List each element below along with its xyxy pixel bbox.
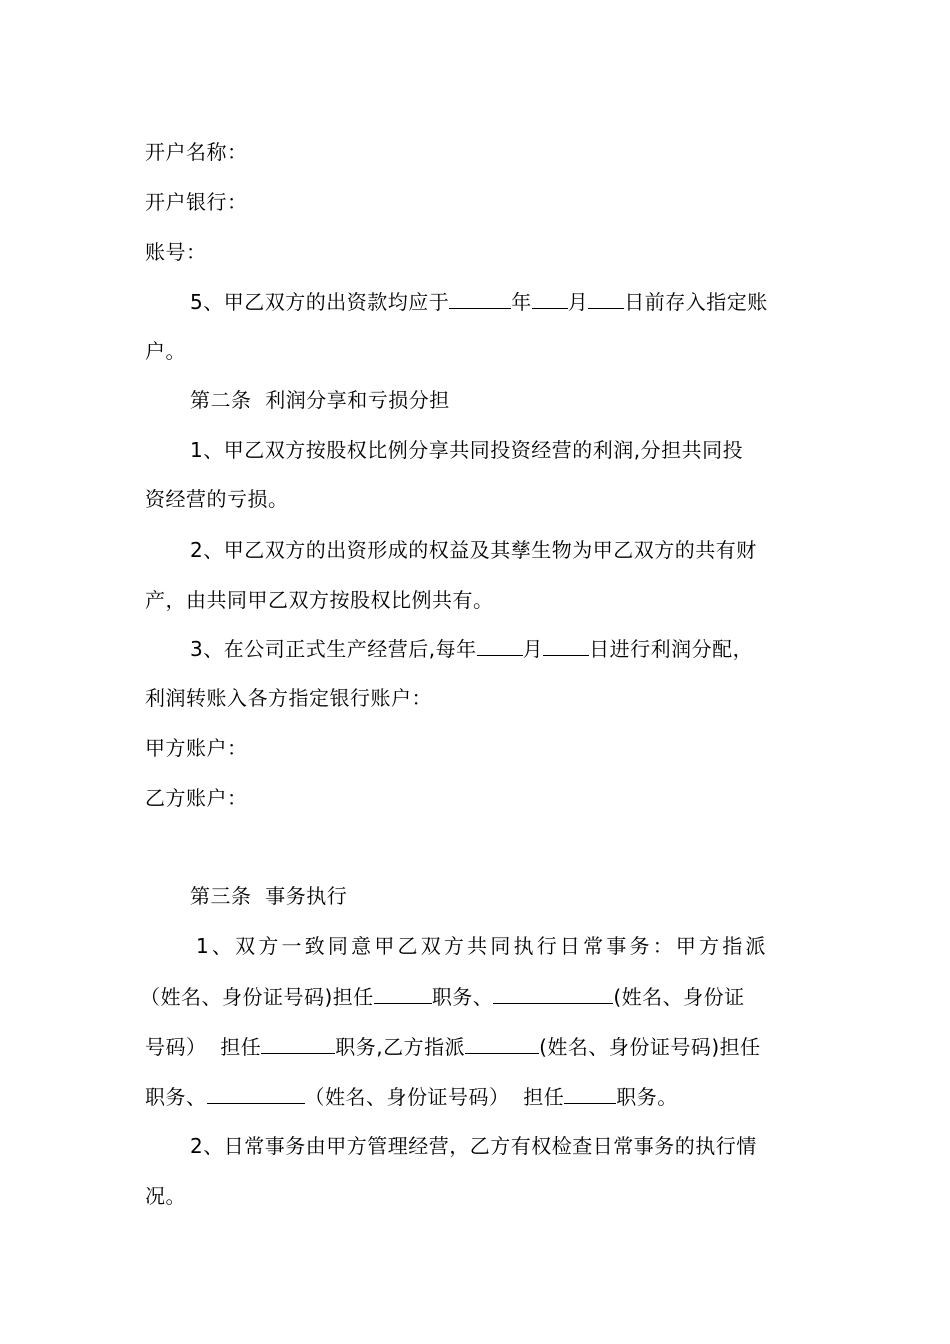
account-number-line: [145, 240, 207, 264]
party-a-position-blank-1: [374, 984, 432, 1004]
art2-clause-3-text-b: 日进行利润分配，: [589, 637, 754, 661]
art3-clause-1-text-d: (姓名、身份证: [613, 985, 745, 1009]
party-a-appointee-blank-2: [493, 984, 613, 1004]
art2-clause-2-text-a: 2、甲乙双方的出资形成的权益及其孳生物为甲乙双方的共有财: [190, 538, 757, 562]
account-name-label: 开户名称：: [145, 140, 248, 164]
art3-clause-2-line-2: [145, 1184, 186, 1208]
party-b-position-blank: [564, 1084, 616, 1104]
party-a-account-line: [145, 736, 248, 760]
art3-clause-1-line-1: [196, 934, 769, 958]
party-b-account-label: 乙方账户：: [145, 786, 248, 810]
art3-clause-1-text-e: 号码） 担任: [145, 1035, 262, 1059]
profit-day-blank: [543, 636, 589, 656]
art3-clause-1-text-a: 1、双方一致同意甲乙双方共同执行日常事务：甲方指派: [196, 934, 769, 958]
clause-5-text-b: 日前存入指定账: [624, 290, 768, 314]
art2-clause-1-line-2: [145, 487, 289, 511]
year-blank: [449, 289, 511, 309]
art2-clause-2-text-b: 产，由共同甲乙双方按股权比例共有。: [145, 588, 494, 612]
art2-clause-1-text-b: 资经营的亏损。: [145, 487, 289, 511]
art3-clause-1-text-i: （姓名、身份证号码） 担任: [304, 1085, 565, 1109]
day-blank: [588, 289, 624, 309]
art2-clause-2-line-2: [145, 588, 494, 612]
clause-5-line-2: [145, 339, 186, 363]
art3-clause-1-line-4: [145, 1084, 678, 1109]
party-a-account-label: 甲方账户：: [145, 736, 248, 760]
month-blank: [532, 289, 568, 309]
art2-clause-3-line-2: [145, 686, 432, 710]
party-b-account-line: [145, 786, 248, 810]
party-b-appointee-blank-1: [465, 1034, 539, 1054]
profit-month-label: 月: [522, 637, 544, 661]
bank-label: 开户银行：: [145, 190, 248, 214]
clause-5-text-a: 5、甲乙双方的出资款均应于: [190, 290, 450, 314]
art3-clause-2-line-1: [190, 1134, 757, 1158]
party-a-position-blank-2: [261, 1034, 335, 1054]
art2-clause-3-text-c: 利润转账入各方指定银行账户：: [145, 686, 432, 710]
article-3-title: 第三条 事务执行: [190, 884, 348, 908]
art2-clause-1-text-a: 1、甲乙双方按股权比例分享共同投资经营的利润,分担共同投: [190, 438, 744, 462]
art2-clause-2-line-1: [190, 538, 757, 562]
month-label: 月: [567, 290, 589, 314]
account-number-label: 账号：: [145, 240, 207, 264]
art2-clause-1-line-1: [190, 438, 743, 462]
art3-clause-1-line-3: [145, 1034, 761, 1059]
article-2-title: 第二条 利润分享和亏损分担: [190, 388, 450, 412]
party-b-appointee-blank-2: [207, 1084, 305, 1104]
art3-clause-1-text-b: （姓名、身份证号码)担任: [140, 985, 374, 1009]
year-label: 年: [511, 290, 532, 314]
profit-month-blank: [477, 636, 523, 656]
art2-clause-3-text-a: 3、在公司正式生产经营后,每年: [190, 637, 477, 661]
bank-line: [145, 190, 248, 214]
art3-clause-1-text-c: 职务、: [431, 985, 494, 1009]
clause-5-line-1: [190, 289, 768, 314]
art3-clause-1-line-2: [140, 984, 745, 1009]
art3-clause-1-text-g: (姓名、身份证号码)担任: [539, 1035, 761, 1059]
art2-clause-3-line-1: [190, 636, 753, 661]
art3-clause-1-text-j: 职务。: [616, 1085, 678, 1109]
art3-clause-1-text-f: 职务,乙方指派: [335, 1035, 466, 1059]
article-2-heading: [190, 388, 450, 412]
art3-clause-1-text-h: 职务、: [145, 1085, 207, 1109]
art3-clause-2-text-b: 况。: [145, 1184, 186, 1208]
account-name-line: [145, 140, 248, 164]
clause-5-text-c: 户。: [145, 339, 186, 363]
article-3-heading: [190, 884, 347, 908]
art3-clause-2-text-a: 2、日常事务由甲方管理经营，乙方有权检查日常事务的执行情: [190, 1134, 757, 1158]
